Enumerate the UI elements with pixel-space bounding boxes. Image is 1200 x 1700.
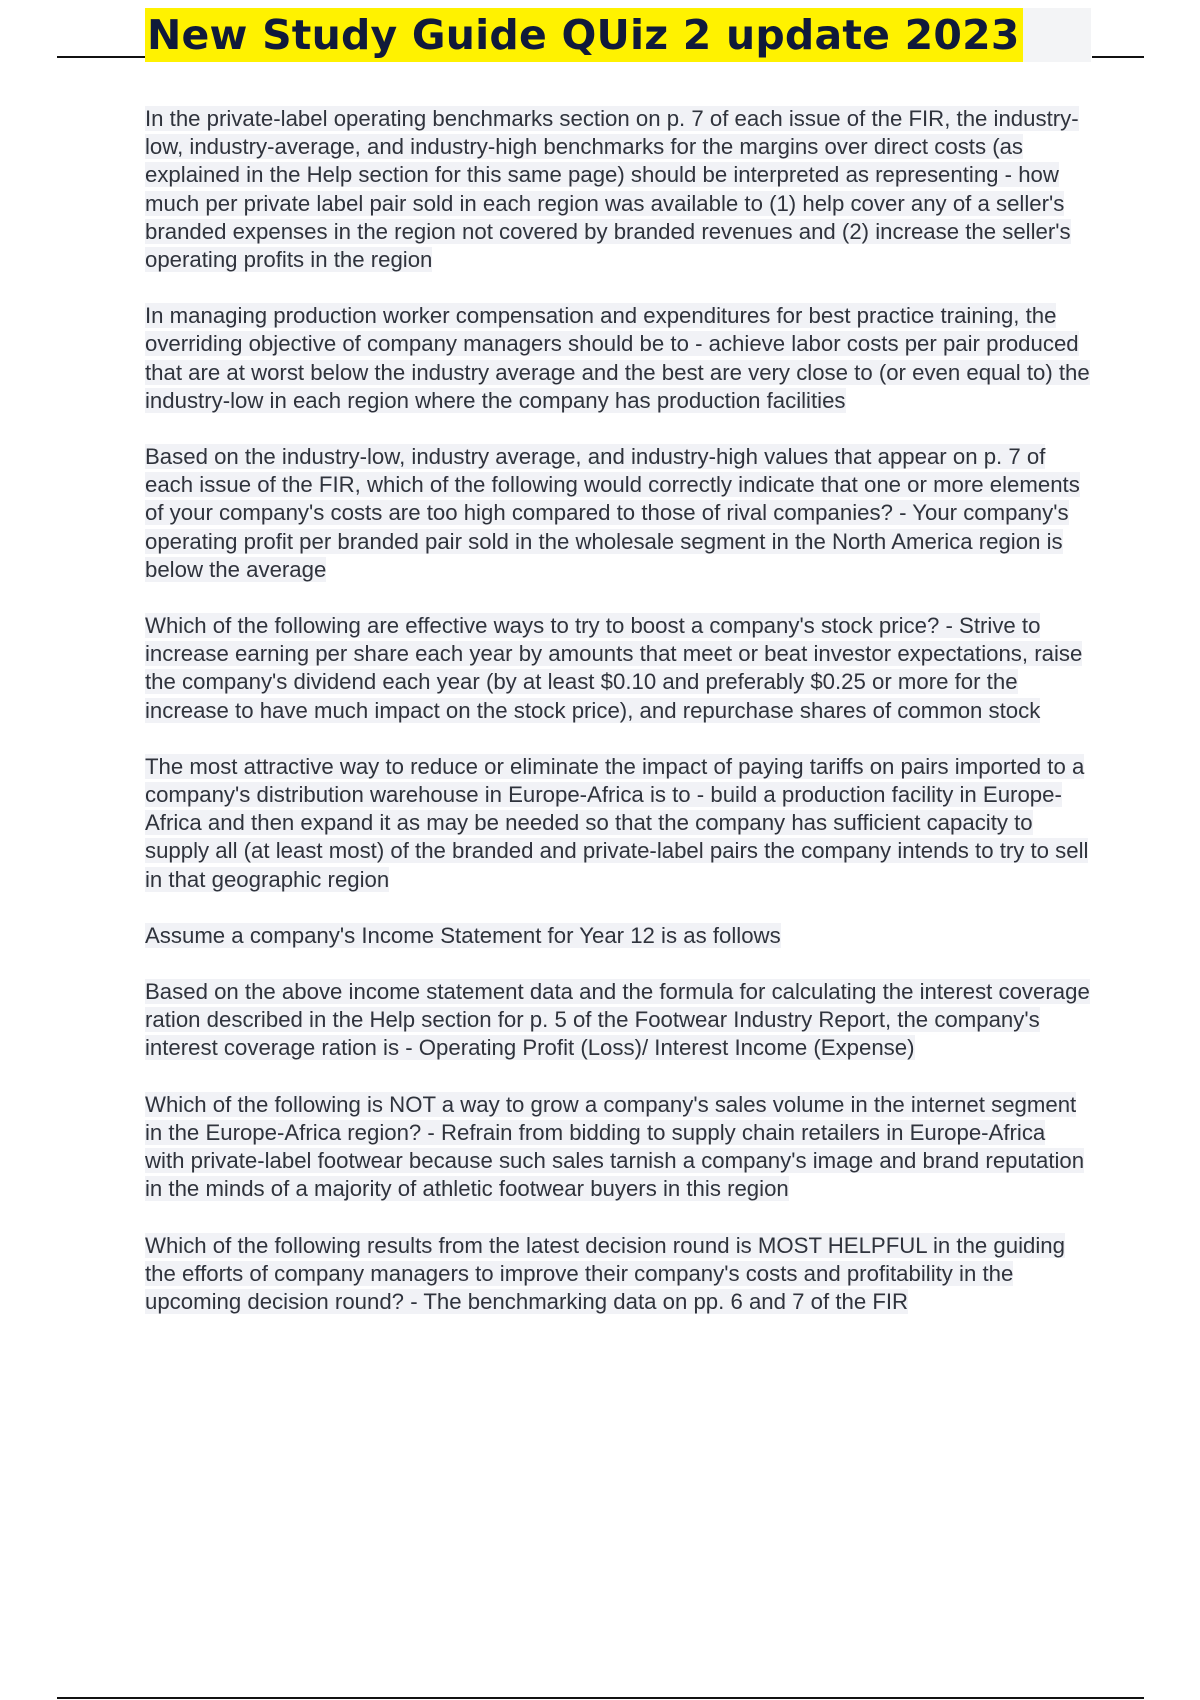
document-body [145,105,1090,1344]
document-header [0,0,1200,70]
paragraph [145,922,1090,950]
paragraph-text: The most attractive way to reduce or eliminate the impact of paying tariffs on pairs imported to a company's distribution warehouse in Europe-Africa is to - build a production facility in Europe-Africa and then expand it as may be needed so that the company has sufficient capacity to supply all (at least most) of the branded and private-label pairs the company intends to try to sell in that geographic region [145,753,1089,892]
paragraph [145,1232,1090,1317]
header-rule-right [1092,56,1144,58]
paragraph-text: Assume a company's Income Statement for Year 12 is as follows [145,922,781,948]
paragraph-text: Which of the following are effective ways to try to boost a company's stock price? - Strive to increase earning per share each year by amounts that meet or beat investor expectations, raise the company's dividend each year (by at least $0.10 and preferably $0.25 or more for the increase to have much impact on the stock price), and repurchase shares of common stock [145,613,1083,723]
header-rule-left [57,56,147,58]
paragraph [145,978,1090,1063]
paragraph-text: Based on the above income statement data and the formula for calculating the interest coverage ration described in the Help section for p. 5 of the Footwear Industry Report, the company's interest coverage ration is - Operating Profit (Loss)/ Interest Income (Expense) [145,979,1090,1061]
title-band [145,8,1091,62]
paragraph [145,443,1090,584]
paragraph [145,302,1090,415]
paragraph [145,1091,1090,1204]
paragraph-text: Which of the following is NOT a way to grow a company's sales volume in the internet segment in the Europe-Africa region? - Refrain from bidding to supply chain retailers in Europe-Africa with private-label footwear because such sales tarnish a company's image and brand reputation in the minds of a majority of athletic footwear buyers in this region [145,1091,1085,1202]
paragraph-text: In the private-label operating benchmarks section on p. 7 of each issue of the FIR, the industry-low, industry-average, and industry-high benchmarks for the margins over direct costs (as explained in the Help section for this same page) should be interpreted as representing - how much per private label pair sold in each region was available to (1) help cover any of a seller's branded expenses in the region not covered by branded revenues and (2) increase the seller's operating profits in the region [145,106,1079,273]
paragraph-text: Which of the following results from the latest decision round is MOST HELPFUL in the guiding the efforts of company managers to improve their company's costs and profitability in the upcoming decision round? - The benchmarking data on pp. 6 and 7 of the FIR [145,1232,1065,1314]
paragraph-text: In managing production worker compensation and expenditures for best practice training, the overriding objective of company managers should be to - achieve labor costs per pair produced that are at worst below the industry average and the best are very close to (or even equal to) the industry-low in each region where the company has production facilities [145,303,1090,413]
paragraph [145,105,1090,274]
footer-rule [57,1697,1144,1699]
paragraph [145,753,1090,894]
paragraph-text: Based on the industry-low, industry average, and industry-high values that appear on p. 7 of each issue of the FIR, which of the following would correctly indicate that one or more elements of your company's costs are too high compared to those of rival companies? - Your company's operating profit per branded pair sold in the wholesale segment in the North America region is below the average [145,444,1080,582]
document-title: New Study Guide QUiz 2 update 2023 [145,8,1023,62]
paragraph [145,612,1090,725]
